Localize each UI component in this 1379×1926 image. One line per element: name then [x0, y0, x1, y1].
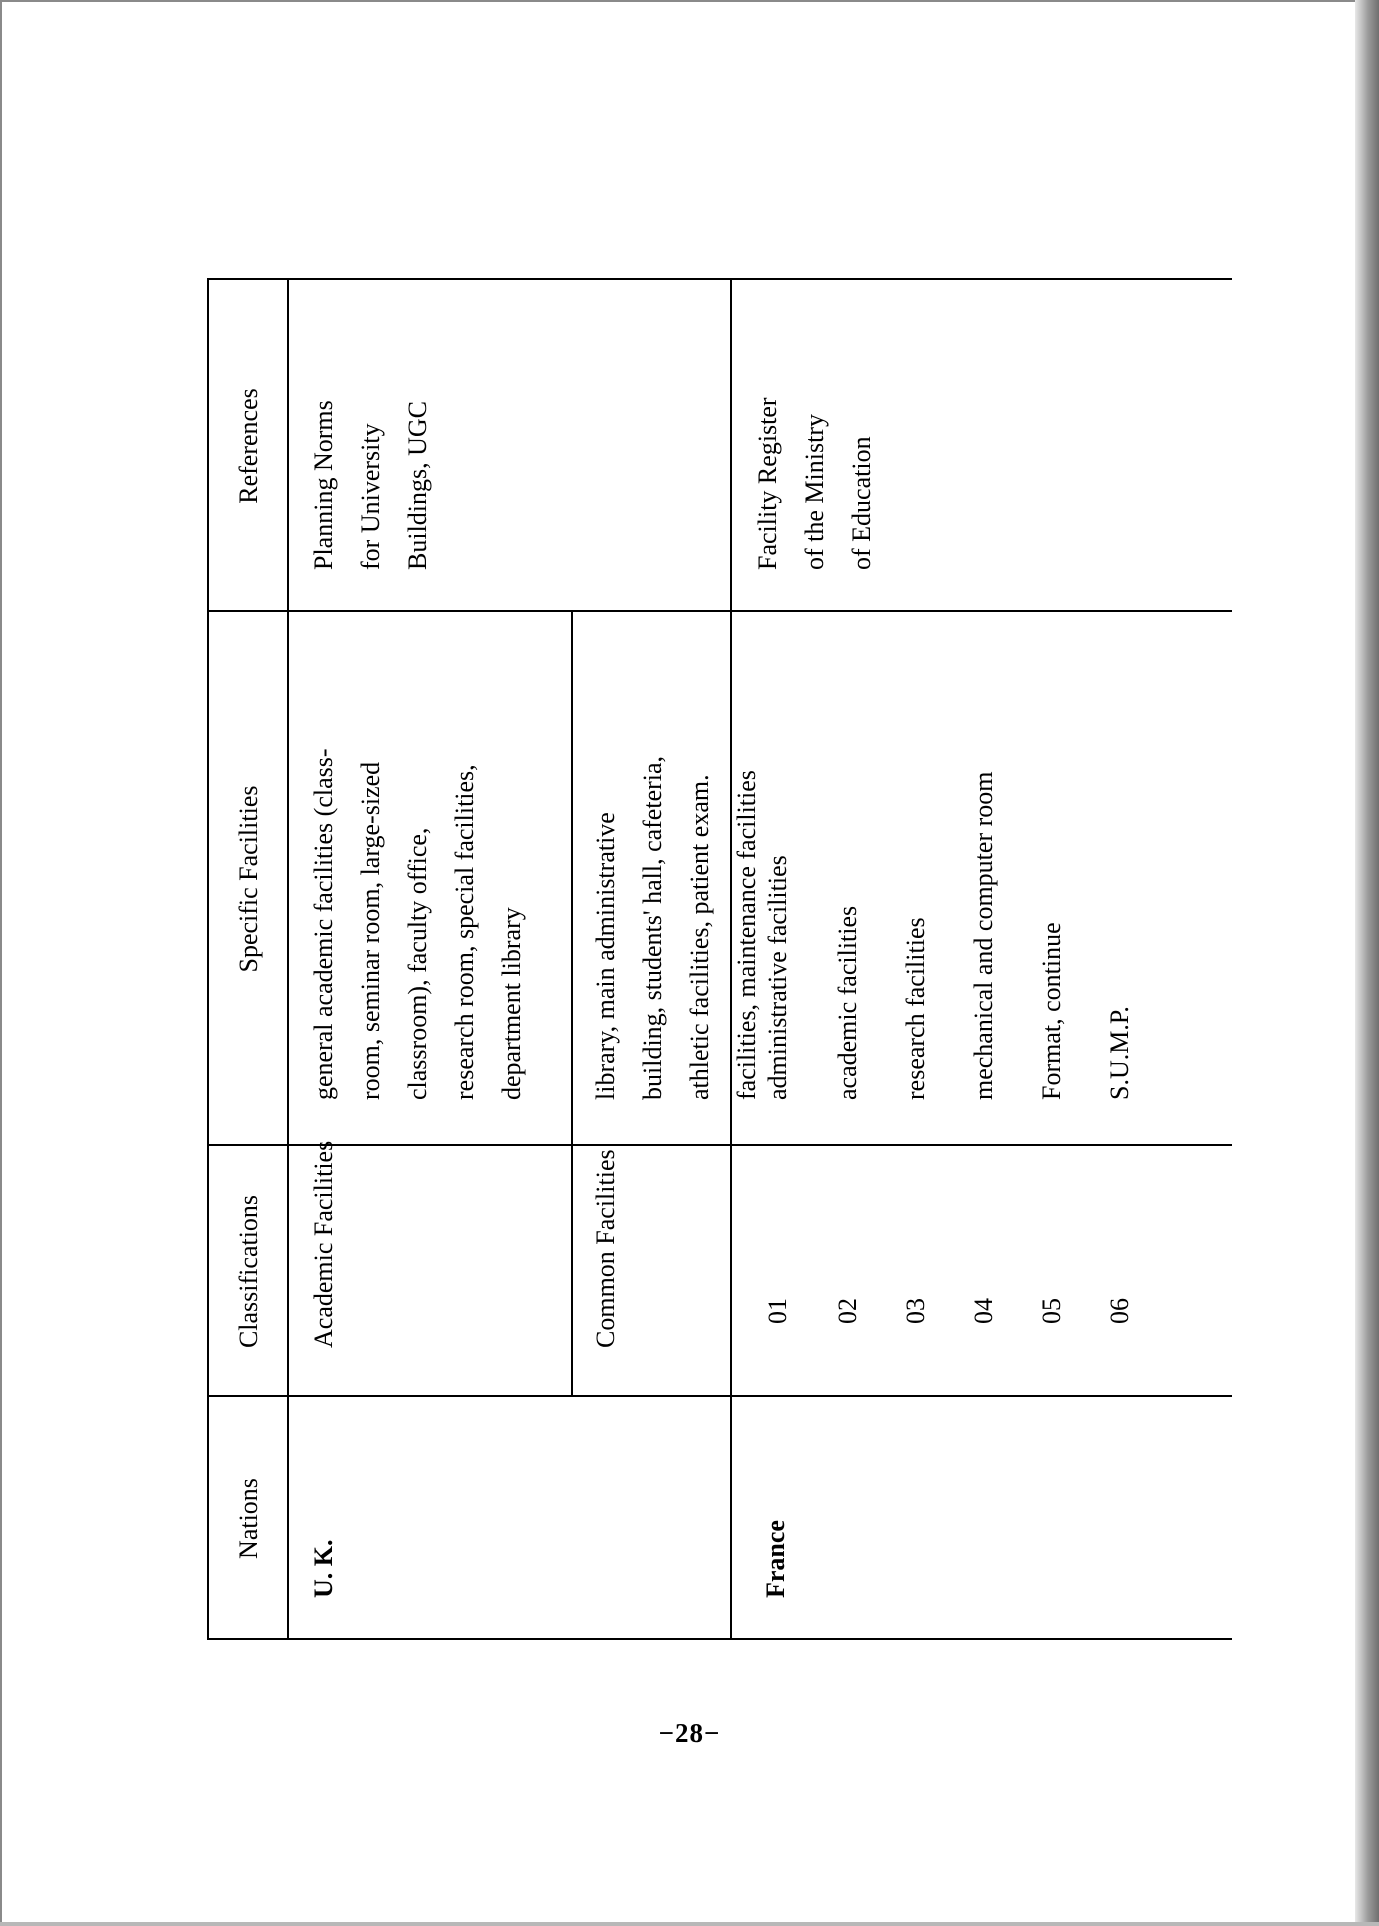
table-top-rule	[207, 280, 209, 1640]
facilities-table	[207, 280, 1232, 1640]
france-code: 01	[763, 1298, 792, 1324]
france-code: 04	[969, 1298, 998, 1324]
header-references: References	[234, 388, 263, 504]
france-specific: S.U.M.P.	[1105, 1006, 1134, 1100]
header-rule	[287, 280, 289, 1640]
table-right-rule	[207, 278, 1232, 280]
nation-uk: U. K.	[309, 1539, 338, 1598]
france-specific: academic facilities	[833, 905, 862, 1100]
nation-france: France	[761, 1520, 790, 1598]
specific-divider	[207, 610, 1232, 612]
table-left-rule	[207, 1638, 1232, 1640]
uk-reference: Planning Norms for University Buildings, UGC	[309, 400, 432, 570]
france-specific: mechanical and computer room	[969, 771, 998, 1100]
france-specific: Format, continue	[1037, 922, 1066, 1100]
uk-row-divider	[571, 612, 573, 1397]
france-code: 05	[1037, 1298, 1066, 1324]
page-number: −28−	[658, 1718, 721, 1748]
header-nations: Nations	[234, 1478, 263, 1559]
header-classifications: Classifications	[234, 1194, 263, 1349]
uk-academic-specific: general academic facilities (class- room, seminar room, large-sized classroom), faculty office, research room, special facilities, department library	[309, 748, 526, 1100]
header-specific-facilities: Specific Facilities	[234, 785, 263, 973]
uk-academic-classification: Academic Facilities	[309, 1140, 338, 1348]
france-specific: research facilities	[901, 917, 930, 1100]
uk-common-classification: Common Facilities	[591, 1149, 620, 1348]
france-code: 06	[1105, 1298, 1134, 1324]
nations-divider	[207, 1395, 1232, 1397]
france-code: 02	[833, 1298, 862, 1324]
page-edge-shadow	[1355, 0, 1379, 1926]
france-reference: Facility Register of the Ministry of Education	[753, 397, 876, 570]
classifications-divider	[207, 1144, 1232, 1146]
france-code: 03	[901, 1298, 930, 1324]
france-specific: administrative facilities	[763, 855, 792, 1100]
page-bottom-edge	[0, 1922, 1379, 1926]
uk-common-specific: library, main administrative building, students' hall, cafeteria, athletic facilities, patient exam. facilities, maintenance facilities	[591, 755, 761, 1100]
